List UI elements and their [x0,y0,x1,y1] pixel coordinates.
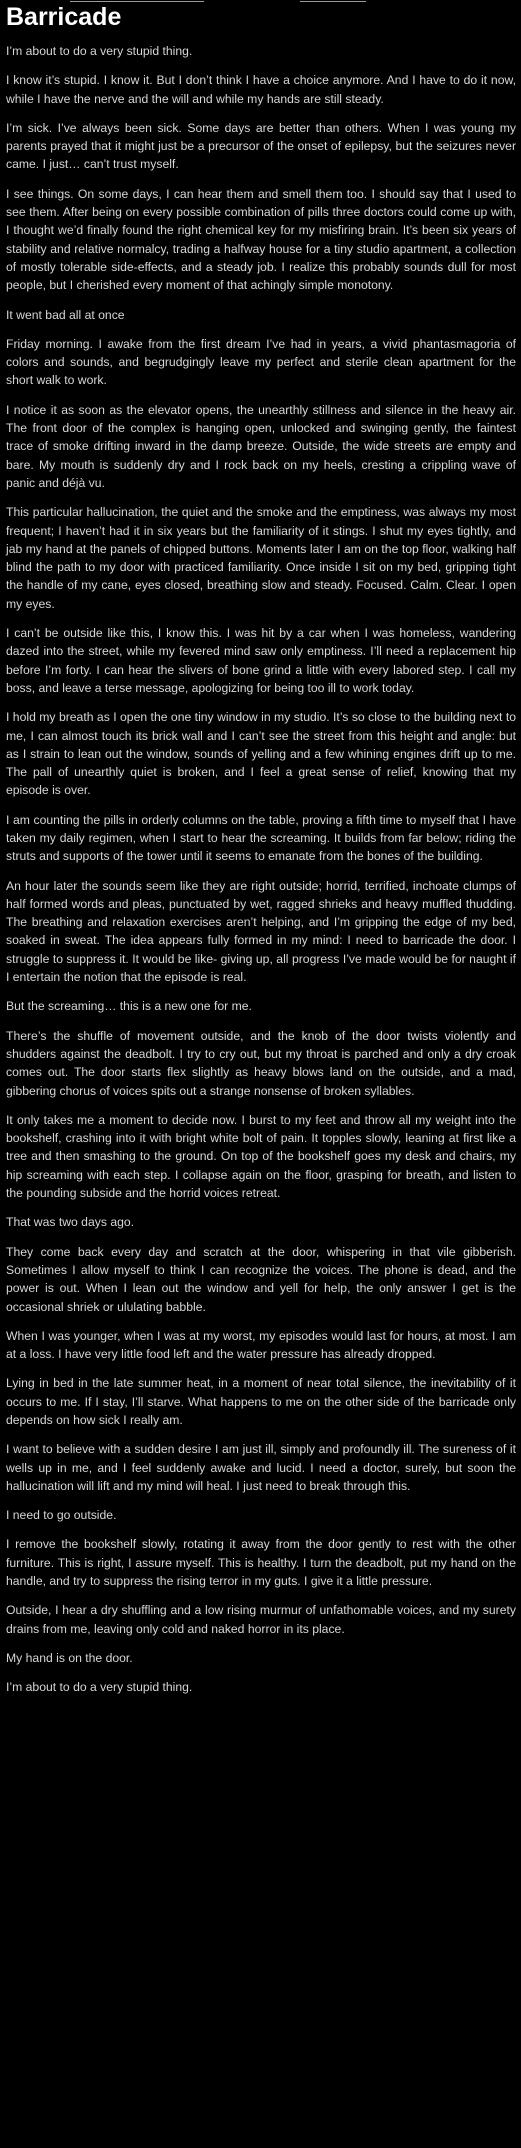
story-article [6,0,516,1708]
story-paragraph: There’s the shuffle of movement outside, and the knob of the door twists violently and shudders against the deadbolt. I try to cry out, but my throat is parched and only a dry croak comes out. The door starts flex slightly as heavy blows land on the outside, and a mad, gibbering chorus of voices spits out a strange nonsense of broken syllables. [6,1028,516,1098]
story-paragraph: I see things. On some days, I can hear them and smell them too. I should say that I used to see them. After being on every possible combination of pills three doctors could come up with, I thought we’d finally found the right chemical key for my misfiring brain. It’s been six years of stability and relative normalcy, trading a halfway house for a tiny studio apartment, a collection of mostly tolerable side-effects, and a steady job. I realize this probably sounds dull for most people, but I cherished every moment of that achingly simple monotony. [6,186,516,293]
story-paragraph: Lying in bed in the late summer heat, in a moment of near total silence, the inevitability of it occurs to me. If I stay, I’ll starve. What happens to me on the other side of the barricade only depends on how sick I really am. [6,1376,516,1427]
story-paragraph: Outside, I hear a dry shuffling and a low rising murmur of unfathomable voices, and my surety drains from me, leaving only cold and naked horror in its place. [6,1603,516,1636]
story-paragraph: Friday morning. I awake from the first dream I’ve had in years, a vivid phantasmagoria of colors and sounds, and begrudgingly leave my perfect and sterile clean apartment for the short walk to work. [6,336,516,388]
story-paragraph: I am counting the pills in orderly columns on the table, proving a fifth time to myself that I have taken my daily regimen, when I start to hear the screaming. It builds from far below; riding the struts and supports of the tower until it seems to emanate from the bones of the building. [6,812,516,864]
story-paragraph: I notice it as soon as the elevator opens, the unearthly stillness and silence in the heavy air. The front door of the complex is hanging open, unlocked and swinging gently, the faintest trace of smoke drifting inward in the damp breeze. Outside, the wide streets are empty and bare. My mouth is suddenly dry and I rock back on my heels, cresting a crippling wave of panic and déjà vu. [6,402,516,490]
story-paragraph: I hold my breath as I open the one tiny window in my studio. It’s so close to the building next to me, I can almost touch its brick wall and I can’t see the street from this height and angle: but as I strain to lean out the window, sounds of yelling and a few whining engines drift up to me. The pall of unearthly quiet is broken, and I feel a great sense of relief, knowing that my episode is over. [6,710,516,798]
story-title: Barricade [6,3,122,31]
story-paragraph: I know it’s stupid. I know it. But I don’t think I have a choice anymore. And I have to do it now, while I have the nerve and the will and while my hands are still steady. [6,73,516,106]
story-paragraph: I want to believe with a sudden desire I am just ill, simply and profoundly ill. The sureness of it wells up in me, and I feel suddenly awake and lucid. I need a doctor, surely, but soon the hallucination will lift and my mind will heal. I just need to break through this. [6,1442,516,1493]
story-paragraph: It only takes me a moment to decide now. I burst to my feet and throw all my weight into the bookshelf, crashing into it with bright white bolt of pain. It topples slowly, leaning at first like a tree and then smashing to the ground. On top of the bookshelf goes my desk and chairs, my hip screaming with each step. I collapse again on the floor, grasping for breath, and listen to the pounding subside and the horrid voices retreat. [6,1112,516,1201]
story-paragraph: They come back every day and scratch at the door, whispering in that vile gibberish. Sometimes I allow myself to think I can recognize the voices. The phone is dead, and the power is out. When I lean out the window and yell for help, the only answer I get is the occasional shriek or ululating babble. [6,1244,516,1314]
story-paragraph: But the screaming… this is a new one for me. [6,999,252,1014]
story-paragraph: This particular hallucination, the quiet and the smoke and the emptiness, was always my most frequent; I haven’t had it in six years but the familiarity of it stings. I shut my eyes tightly, and jab my hand at the panels of chipped buttons. Moments later I am on the top floor, walking half blind the path to my door with practiced familiarity. Once inside I sit on my bed, gripping tight the handle of my cane, eyes closed, breathing slow and steady. Focused. Calm. Clear. I open my eyes. [6,505,516,611]
story-paragraph: I’m sick. I’ve always been sick. Some days are better than others. When I was young my parents prayed that it might just be a precursor of the onset of epilepsy, but the seizures never came. I just… can’t trust myself. [6,120,516,172]
story-body [6,42,516,1697]
story-paragraph: When I was younger, when I was at my worst, my episodes would last for hours, at most. I am at a loss. I have very little food left and the water pressure has already dropped. [6,1328,516,1362]
story-paragraph: I’m about to do a very stupid thing. [6,44,193,58]
story-paragraph: That was two days ago. [6,1215,135,1230]
story-paragraph: I remove the bookshelf slowly, rotating it away from the door gently to rest with the other furniture. This is right, I assure myself. This is healthy. I turn the deadbolt, put my hand on the handle, and try to suppress the rising terror in my guts. I give it a little pressure. [6,1537,516,1589]
story-paragraph: It went bad all at once [6,307,125,322]
story-paragraph: I can’t be outside like this, I know this. I was hit by a car when I was homeless, wandering dazed into the street, while my fevered mind saw only emptiness. I’ll need a replacement hip before I’m forty. I can hear the slivers of bone grind a little with every labored step. I call my boss, and leave a terse message, apologizing for being too ill to work today. [6,626,516,695]
story-paragraph: I’m about to do a very stupid thing. [6,1680,193,1695]
story-paragraph: My hand is on the door. [6,1650,133,1665]
story-paragraph: An hour later the sounds seem like they are right outside; horrid, terrified, inchoate clumps of half formed words and pleas, punctuated by wet, ragged shrieks and heavy muffled thudding. The breathing and relaxation exercises aren’t helping, and I’m gripping the edge of my bed, soaked in sweat. The idea appears fully formed in my mind: I need to barricade the door. I struggle to suppress it. It would be like- giving up, all progress I’ve made would be for naught if I entertain the notion that the episode is real. [6,878,516,985]
story-paragraph: I need to go outside. [6,1508,117,1523]
